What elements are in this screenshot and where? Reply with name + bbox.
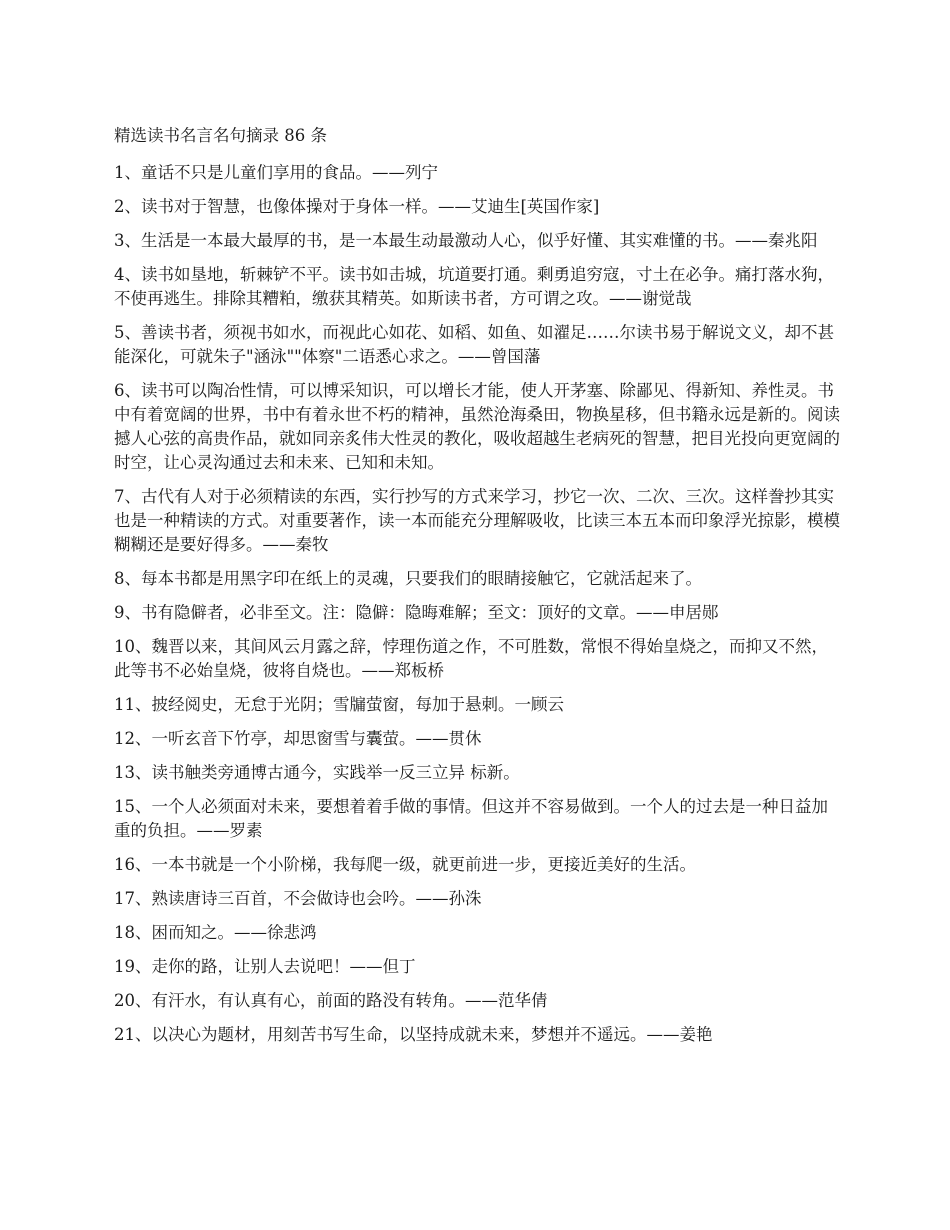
quote-item-9: 9、书有隐僻者，必非至文。注：隐僻：隐晦难解；至文：顶好的文章。——申居郧 (114, 603, 719, 622)
quote-item-4: 4、读书如垦地，斩棘铲不平。读书如击城，坑道要打通。剩勇追穷寇，寸土在必争。痛打落水狗，不使再逃生。排除其糟粕，缴获其精英。如斯读书者，方可谓之攻。——谢觉哉 (114, 265, 834, 308)
quote-item-2: 2、读书对于智慧，也像体操对于身体一样。——艾迪生[英国作家] (114, 197, 600, 216)
quote-item-5: 5、善读书者，须视书如水，而视此心如花、如稻、如鱼、如濯足……尔读书易于解说文义，却不甚能深化，可就朱子"涵泳""体察"二语悉心求之。——曾国藩 (114, 323, 834, 366)
quote-list (114, 161, 840, 1047)
quote-item-17: 17、熟读唐诗三百首，不会做诗也会吟。——孙洙 (114, 889, 482, 908)
quote-item-8: 8、每本书都是用黑字印在纸上的灵魂，只要我们的眼睛接触它，它就活起来了。 (114, 569, 702, 588)
quote-item-15: 15、一个人必须面对未来，要想着着手做的事情。但这并不容易做到。一个人的过去是一种日益加重的负担。——罗素 (114, 797, 828, 840)
quote-item-19: 19、走你的路，让别人去说吧！——但丁 (114, 957, 416, 976)
quote-item-3: 3、生活是一本最大最厚的书，是一本最生动最激动人心，似乎好懂、其实难懂的书。——秦兆阳 (114, 231, 818, 250)
quote-item-13: 13、读书触类旁通博古通今，实践举一反三立异 标新。 (114, 763, 520, 782)
page-title: 精选读书名言名句摘录 86 条 (114, 126, 327, 145)
quote-item-16: 16、一本书就是一个小阶梯，我每爬一级，就更前进一步，更接近美好的生活。 (114, 855, 696, 874)
quote-item-21: 21、以决心为题材，用刻苦书写生命，以坚持成就未来，梦想并不遥远。——姜艳 (114, 1025, 713, 1044)
quote-item-1: 1、童话不只是儿童们享用的食品。——列宁 (114, 163, 438, 182)
quote-item-12: 12、一听玄音下竹亭，却思窗雪与囊萤。——贯休 (114, 729, 482, 748)
quote-item-11: 11、披经阅史，无怠于光阴；雪牖萤窗，每加于悬刺。一顾云 (114, 695, 564, 714)
quote-item-10: 10、魏晋以来，其间风云月露之辞，悖理伤道之作，不可胜数，常恨不得始皇烧之，而抑又不然，此等书不必始皇烧，彼将自烧也。——郑板桥 (114, 637, 828, 680)
quote-item-7: 7、古代有人对于必须精读的东西，实行抄写的方式来学习，抄它一次、二次、三次。这样誊抄其实也是一种精读的方式。对重要著作，读一本而能充分理解吸收，比读三本五本而印象浮光掠影，模模糊糊还是要好得多。——秦牧 (114, 487, 840, 554)
quote-item-20: 20、有汗水，有认真有心，前面的路没有转角。——范华倩 (114, 991, 548, 1010)
quote-item-6: 6、读书可以陶冶性情，可以博采知识，可以增长才能，使人开茅塞、除鄙见、得新知、养性灵。书中有着宽阔的世界，书中有着永世不朽的精神，虽然沧海桑田，物换星移，但书籍永远是新的。阅读撼人心弦的高贵作品，就如同亲炙伟大性灵的教化，吸收超越生老病死的智慧，把目光投向更宽阔的时空，让心灵沟通过去和未来、已知和未知。 (114, 381, 840, 472)
quote-item-18: 18、困而知之。——徐悲鸿 (114, 923, 317, 942)
